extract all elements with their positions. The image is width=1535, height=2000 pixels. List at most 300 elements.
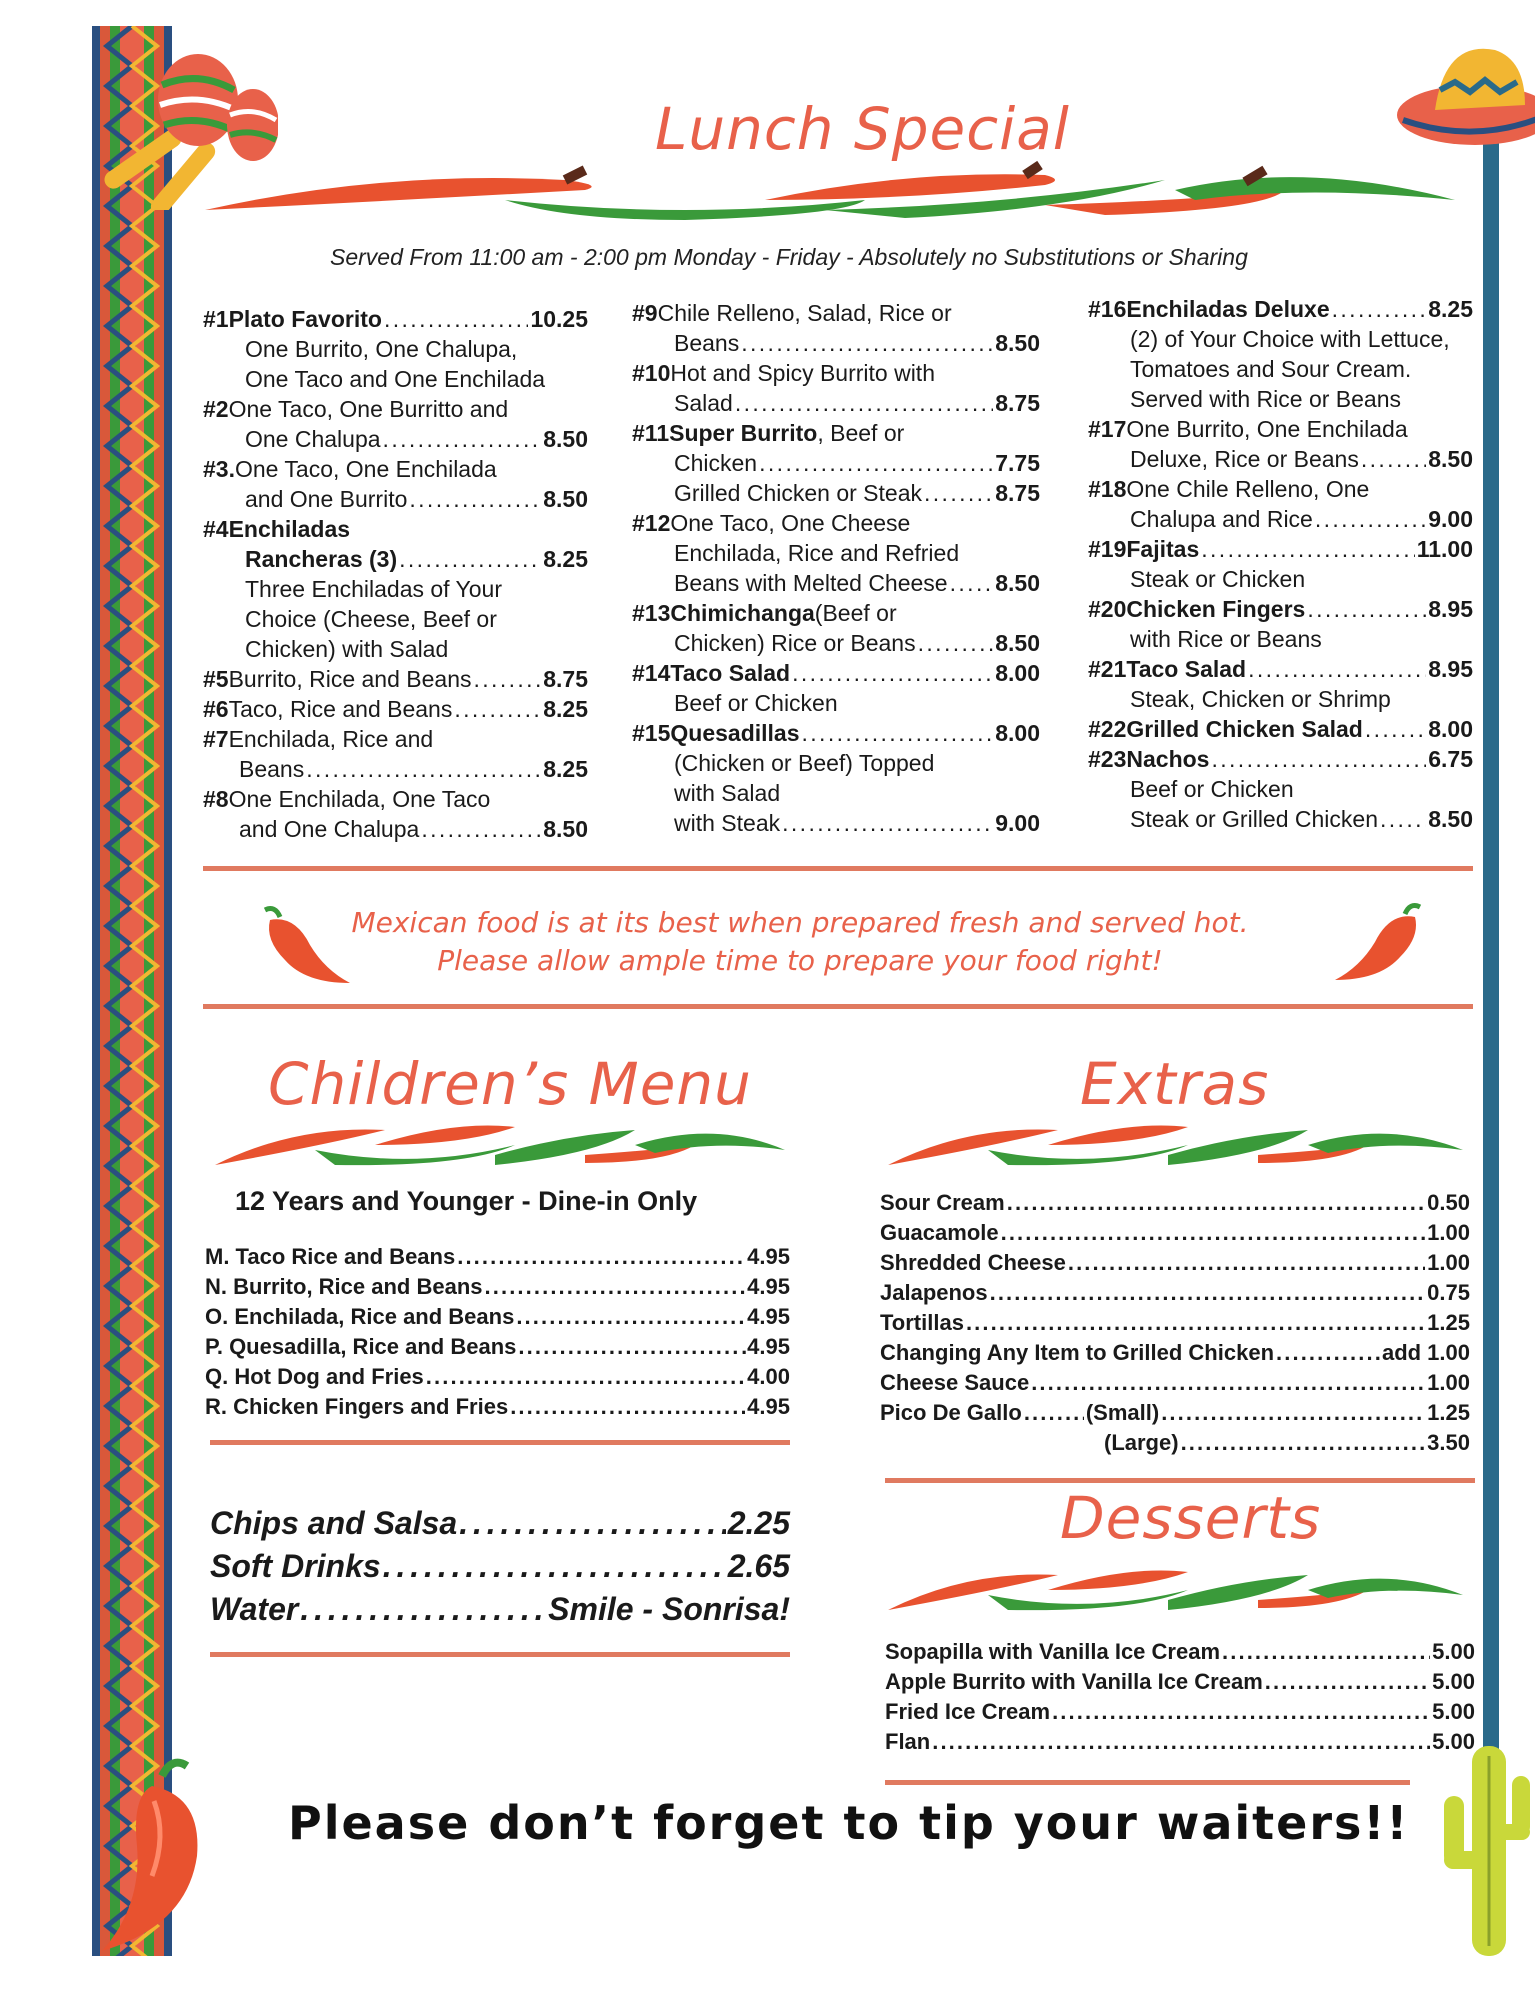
item-price: 4.95 [747, 1274, 790, 1299]
leader-dots [782, 808, 993, 838]
leader-dots [516, 1302, 745, 1332]
leader-dots [1365, 714, 1426, 744]
menu-item-text: Three Enchiladas of Your [245, 576, 503, 602]
menu-item-line [203, 454, 588, 484]
menu-item-text: , Beef or [817, 420, 905, 446]
leader-dots [1222, 1637, 1430, 1667]
item-name: Soft Drinks [210, 1548, 381, 1584]
menu-item-price: 8.00 [995, 660, 1040, 686]
leader-dots [510, 1392, 745, 1422]
pepper-garland [215, 1115, 785, 1175]
menu-item-text: Super Burrito [669, 420, 818, 446]
children-item [205, 1332, 790, 1362]
menu-item-text: Tomatoes and Sour Cream. [1130, 356, 1412, 382]
drinks-item [210, 1588, 790, 1631]
extras-item [880, 1248, 1470, 1278]
menu-item-line [1088, 324, 1473, 354]
divider [885, 1780, 1410, 1785]
menu-item-price: 9.00 [995, 810, 1040, 836]
menu-item-text: One Enchilada, One Taco [228, 786, 491, 812]
item-name: M. Taco Rice and Beans [205, 1244, 456, 1269]
leader-dots [457, 1242, 745, 1272]
leader-dots [924, 478, 993, 508]
menu-item-price: 8.25 [1428, 296, 1473, 322]
menu-item-line [203, 664, 588, 694]
leader-dots [1068, 1248, 1425, 1278]
menu-item-price: 8.50 [543, 486, 588, 512]
leader-dots [1211, 744, 1426, 774]
menu-item-line [632, 508, 1040, 538]
menu-item-text: #14 [632, 660, 671, 686]
menu-item-text: Grilled Chicken or Steak [674, 480, 922, 506]
leader-dots [485, 1272, 746, 1302]
menu-item-line [203, 724, 588, 754]
menu-item-text: Steak or Chicken [1130, 566, 1306, 592]
menu-item-text: One Chalupa [245, 426, 381, 452]
leader-dots [384, 304, 528, 334]
extras-item [880, 1398, 1470, 1428]
leader-dots [383, 424, 542, 454]
menu-item-text: #11 [632, 420, 670, 446]
extras-title: Extras [1080, 1050, 1270, 1118]
menu-item-line [1088, 774, 1473, 804]
menu-item-text: #16 [1088, 296, 1127, 322]
menu-item-line [632, 808, 1040, 838]
menu-item-text: #6 [203, 696, 229, 722]
menu-item-line [1088, 744, 1473, 774]
drinks-item [210, 1502, 790, 1545]
menu-item-text: Plato Favorito [228, 306, 382, 332]
menu-item-line [632, 718, 1040, 748]
menu-item-line [203, 784, 588, 814]
menu-item-text: Chicken [674, 450, 758, 476]
item-name: Apple Burrito with Vanilla Ice Cream [885, 1669, 1263, 1694]
item-price: add 1.00 [1381, 1340, 1470, 1365]
item-price: 2.25 [727, 1505, 790, 1541]
extras-item [880, 1188, 1470, 1218]
menu-item-text: Chalupa and Rice [1130, 506, 1313, 532]
menu-item-price: 8.50 [995, 630, 1040, 656]
menu-item-price: 7.75 [995, 450, 1040, 476]
leader-dots [1307, 594, 1426, 624]
divider [885, 1478, 1475, 1483]
menu-item-text: and One Chalupa [239, 816, 420, 842]
item-price: 5.00 [1432, 1699, 1475, 1724]
menu-item-line [632, 328, 1040, 358]
chili-pepper-icon [1330, 902, 1430, 982]
leader-dots [792, 658, 993, 688]
banner-line-1: Mexican food is at its best when prepared fresh and served hot. [351, 906, 1249, 939]
menu-item-price: 8.95 [1428, 596, 1473, 622]
item-price: 4.00 [747, 1364, 790, 1389]
menu-item-line [632, 388, 1040, 418]
item-price: 1.25 [1427, 1400, 1470, 1425]
menu-item-text: One Taco, One Burritto and [228, 396, 509, 422]
leader-dots [1276, 1338, 1380, 1368]
menu-item-text: Taco Salad [670, 660, 791, 686]
menu-item-text: and One Burrito [245, 486, 408, 512]
menu-item-text: Enchilada, Rice and Refried [674, 540, 960, 566]
leader-dots [802, 718, 994, 748]
extras-item [880, 1338, 1470, 1368]
menu-item-text: Steak or Grilled Chicken [1130, 806, 1378, 832]
menu-item-text: Beef or Chicken [1130, 776, 1294, 802]
menu-item-text: #23 [1088, 746, 1127, 772]
menu-item-text: (Beef or [814, 600, 897, 626]
menu-item-text: Fajitas [1126, 536, 1200, 562]
menu-item-text: Deluxe, Rice or Beans [1130, 446, 1359, 472]
item-price: 4.95 [747, 1304, 790, 1329]
menu-item-line [632, 778, 1040, 808]
menu-item-line [1088, 714, 1473, 744]
leader-dots [1380, 804, 1426, 834]
item-price: Smile - Sonrisa! [548, 1591, 790, 1627]
menu-item-price: 8.50 [995, 330, 1040, 356]
children-item [205, 1272, 790, 1302]
menu-item-text: Taco Salad [1126, 656, 1247, 682]
lunch-column-2 [632, 298, 1040, 838]
menu-item-line [632, 568, 1040, 598]
item-price: 1.00 [1427, 1220, 1470, 1245]
menu-item-line [1088, 564, 1473, 594]
menu-item-text: Rancheras (3) [245, 546, 398, 572]
children-item [205, 1302, 790, 1332]
childrens-menu-list [205, 1242, 790, 1422]
leader-dots [1315, 504, 1426, 534]
drinks-item [210, 1545, 790, 1588]
children-item [205, 1242, 790, 1272]
menu-item-line [1088, 804, 1473, 834]
item-name: Flan [885, 1729, 931, 1754]
menu-item-line [632, 658, 1040, 688]
item-price: 4.95 [747, 1394, 790, 1419]
menu-item-text: Taco, Rice and Beans [228, 696, 453, 722]
leader-dots [1201, 534, 1414, 564]
menu-item-text: #13 [632, 600, 671, 626]
menu-item-text: Enchilada, Rice and [228, 726, 434, 752]
pepper-garland [888, 1115, 1463, 1175]
menu-item-text: Chimichanga [670, 600, 815, 626]
menu-item-line [1088, 444, 1473, 474]
item-name: Fried Ice Cream [885, 1699, 1051, 1724]
menu-item-price: 8.50 [995, 570, 1040, 596]
item-name: Changing Any Item to Grilled Chicken [880, 1340, 1275, 1365]
menu-item-price: 11.00 [1416, 536, 1473, 562]
lunch-column-1 [203, 304, 588, 844]
leader-dots [383, 1545, 726, 1588]
menu-item-line [1088, 534, 1473, 564]
item-name: N. Burrito, Rice and Beans [205, 1274, 483, 1299]
leader-dots [918, 628, 994, 658]
desserts-item [885, 1727, 1475, 1757]
drinks-list [210, 1502, 790, 1631]
menu-item-line [203, 424, 588, 454]
menu-item-text: Burrito, Rice and Beans [228, 666, 472, 692]
menu-item-text: Chicken) with Salad [245, 636, 449, 662]
item-price: 1.00 [1427, 1370, 1470, 1395]
menu-item-price: 8.95 [1428, 656, 1473, 682]
leader-dots [421, 814, 541, 844]
item-price: 0.50 [1427, 1190, 1470, 1215]
children-item [205, 1392, 790, 1422]
menu-item-text: Nachos [1126, 746, 1210, 772]
pepper-garland [205, 160, 1465, 230]
childrens-menu-title: Children’s Menu [268, 1050, 752, 1118]
menu-item-text: with Steak [674, 810, 781, 836]
extras-item [880, 1368, 1470, 1398]
menu-item-text: Choice (Cheese, Beef or [245, 606, 497, 632]
menu-item-text: #3. [203, 456, 235, 482]
item-size: (Small) [1085, 1400, 1160, 1425]
item-name: Shredded Cheese [880, 1250, 1066, 1275]
leader-dots [409, 484, 541, 514]
menu-item-line [203, 484, 588, 514]
item-name: Sour Cream [880, 1190, 1005, 1215]
menu-item-text: #12 [632, 510, 671, 536]
lunch-hours-note: Served From 11:00 am - 2:00 pm Monday - Friday - Absolutely no Substitutions or Sharing [330, 244, 1248, 270]
leader-dots [1001, 1218, 1426, 1248]
menu-item-line [203, 394, 588, 424]
childrens-age-note: 12 Years and Younger - Dine-in Only [235, 1186, 698, 1216]
menu-item-price: 9.00 [1428, 506, 1473, 532]
item-price: 5.00 [1432, 1639, 1475, 1664]
menu-item-price: 8.75 [995, 480, 1040, 506]
menu-item-line [632, 298, 1040, 328]
item-name: P. Quesadilla, Rice and Beans [205, 1334, 517, 1359]
leader-dots [426, 1362, 745, 1392]
decorative-left-border [92, 26, 172, 1956]
item-price: 1.25 [1427, 1310, 1470, 1335]
menu-item-text: Beans [674, 330, 740, 356]
extras-item [880, 1308, 1470, 1338]
menu-item-text: #7 [203, 726, 229, 752]
menu-item-text: #21 [1088, 656, 1127, 682]
menu-item-text: Beans with Melted Cheese [674, 570, 948, 596]
tip-reminder: Please don’t forget to tip your waiters!! [288, 1796, 1410, 1850]
leader-dots [1181, 1428, 1426, 1458]
item-price: 3.50 [1427, 1430, 1470, 1455]
desserts-item [885, 1667, 1475, 1697]
menu-item-line [203, 544, 588, 574]
item-name: Q. Hot Dog and Fries [205, 1364, 424, 1389]
menu-item-line [632, 688, 1040, 718]
item-size: (Large) [1104, 1430, 1179, 1455]
leader-dots [741, 328, 993, 358]
menu-item-price: 8.00 [995, 720, 1040, 746]
menu-item-line [632, 628, 1040, 658]
item-price: 2.65 [727, 1548, 790, 1584]
menu-item-line [632, 748, 1040, 778]
menu-item-text: Enchiladas Deluxe [1126, 296, 1330, 322]
item-name: Cheese Sauce [880, 1370, 1030, 1395]
menu-item-text: One Burrito, One Enchilada [1126, 416, 1408, 442]
freshness-banner [300, 904, 1300, 980]
menu-item-price: 8.75 [543, 666, 588, 692]
menu-item-line [1088, 594, 1473, 624]
divider [210, 1440, 790, 1445]
menu-item-text: (2) of Your Choice with Lettuce, [1130, 326, 1450, 352]
menu-item-text: Chicken) Rice or Beans [674, 630, 916, 656]
menu-item-text: Hot and Spicy Burrito with [670, 360, 935, 386]
leader-dots [1007, 1188, 1425, 1218]
item-name: Guacamole [880, 1220, 999, 1245]
divider [210, 1652, 790, 1657]
children-item [205, 1362, 790, 1392]
item-price: 4.95 [747, 1244, 790, 1269]
leader-dots [1031, 1368, 1425, 1398]
menu-item-text: (Chicken or Beef) Topped [674, 750, 935, 776]
menu-item-line [632, 358, 1040, 388]
desserts-list [885, 1637, 1475, 1757]
menu-item-line [632, 448, 1040, 478]
extras-list [880, 1188, 1470, 1458]
menu-item-text: #22 [1088, 716, 1127, 742]
leader-dots [454, 694, 541, 724]
menu-item-price: 8.25 [543, 546, 588, 572]
menu-item-text: #1 [203, 306, 229, 332]
item-price: .4.95 [741, 1334, 790, 1359]
menu-item-line [203, 304, 588, 334]
item-name: R. Chicken Fingers and Fries [205, 1394, 509, 1419]
item-price: 0.75 [1427, 1280, 1470, 1305]
lunch-special-title: Lunch Special [655, 95, 1070, 163]
menu-item-text: #19 [1088, 536, 1127, 562]
menu-item-price: 8.50 [1428, 446, 1473, 472]
leader-dots [459, 1502, 726, 1545]
pepper-garland [888, 1560, 1463, 1620]
leader-dots [1248, 654, 1426, 684]
menu-item-line [1088, 414, 1473, 444]
leader-dots [1024, 1398, 1084, 1428]
extras-item [880, 1278, 1470, 1308]
menu-item-price: 6.75 [1428, 746, 1473, 772]
leader-dots [399, 544, 541, 574]
leader-dots [1052, 1697, 1430, 1727]
lunch-column-3 [1088, 294, 1473, 834]
item-price: 1.00 [1427, 1250, 1470, 1275]
menu-item-price: 8.50 [1428, 806, 1473, 832]
menu-item-text: Served with Rice or Beans [1130, 386, 1402, 412]
menu-item-text: #20 [1088, 596, 1127, 622]
menu-item-line [1088, 684, 1473, 714]
menu-item-text: Beef or Chicken [674, 690, 838, 716]
menu-item-price: 10.25 [530, 306, 588, 332]
menu-item-price: 8.00 [1428, 716, 1473, 742]
menu-item-text: Enchiladas [228, 516, 351, 542]
menu-item-text: Chile Relleno, Salad, Rice or [657, 300, 952, 326]
leader-dots [990, 1278, 1426, 1308]
leader-dots [966, 1308, 1425, 1338]
menu-item-line [203, 754, 588, 784]
menu-item-text: One Taco, One Enchilada [234, 456, 497, 482]
menu-item-price: 8.25 [543, 756, 588, 782]
menu-item-text: #9 [632, 300, 658, 326]
item-name: Water [210, 1591, 299, 1627]
item-name: Sopapilla with Vanilla Ice Cream [885, 1639, 1221, 1664]
menu-item-text: Steak, Chicken or Shrimp [1130, 686, 1391, 712]
menu-item-text: Beans [239, 756, 305, 782]
leader-dots [1161, 1398, 1425, 1428]
menu-item-line [632, 598, 1040, 628]
menu-item-text: One Taco, One Cheese [670, 510, 911, 536]
leader-dots [518, 1332, 739, 1362]
menu-item-line [203, 694, 588, 724]
divider [203, 1004, 1473, 1009]
menu-item-line [632, 538, 1040, 568]
menu-item-line [1088, 384, 1473, 414]
menu-item-text: #10 [632, 360, 671, 386]
menu-item-text: One Chile Relleno, One [1126, 476, 1370, 502]
menu-item-line [1088, 624, 1473, 654]
leader-dots [1265, 1667, 1430, 1697]
desserts-title: Desserts [1060, 1484, 1322, 1552]
leader-dots [306, 754, 541, 784]
item-name: Jalapenos [880, 1280, 988, 1305]
banner-line-2: Please allow ample time to prepare your food right! [437, 944, 1163, 977]
menu-item-text: #18 [1088, 476, 1127, 502]
leader-dots [932, 1727, 1430, 1757]
menu-item-text: #4 [203, 516, 229, 542]
menu-item-line [203, 814, 588, 844]
leader-dots [1332, 294, 1427, 324]
menu-item-text: Grilled Chicken Salad [1126, 716, 1363, 742]
item-price: 5.00 [1432, 1729, 1475, 1754]
menu-item-line [1088, 504, 1473, 534]
leader-dots [735, 388, 993, 418]
item-price: 5.00 [1432, 1669, 1475, 1694]
extras-item [880, 1428, 1470, 1458]
menu-item-line [203, 334, 588, 364]
menu-item-text: with Salad [674, 780, 781, 806]
decorative-right-border [1483, 60, 1499, 1950]
divider [203, 866, 1473, 871]
desserts-item [885, 1697, 1475, 1727]
menu-item-text: One Burrito, One Chalupa, [245, 336, 518, 362]
menu-item-line [632, 478, 1040, 508]
menu-item-price: 8.75 [995, 390, 1040, 416]
menu-item-text: with Rice or Beans [1130, 626, 1322, 652]
menu-item-text: Quesadillas [670, 720, 800, 746]
menu-item-line [203, 574, 588, 604]
menu-item-line [203, 364, 588, 394]
item-name: O. Enchilada, Rice and Beans [205, 1304, 515, 1329]
menu-item-text: #5 [203, 666, 229, 692]
menu-item-line [203, 634, 588, 664]
menu-item-text: One Taco and One Enchilada [245, 366, 546, 392]
extras-item [880, 1218, 1470, 1248]
menu-item-price: 8.50 [543, 426, 588, 452]
menu-item-text: #8 [203, 786, 229, 812]
menu-item-price: 8.50 [543, 816, 588, 842]
menu-item-text: Salad [674, 390, 733, 416]
menu-item-line [203, 604, 588, 634]
desserts-item [885, 1637, 1475, 1667]
leader-dots [759, 448, 993, 478]
menu-item-text: Chicken Fingers [1126, 596, 1306, 622]
menu-item-price: 8.25 [543, 696, 588, 722]
leader-dots [474, 664, 542, 694]
menu-item-line [1088, 654, 1473, 684]
item-name [880, 1428, 1104, 1458]
menu-item-line [1088, 474, 1473, 504]
leader-dots [300, 1588, 546, 1631]
leader-dots [1361, 444, 1426, 474]
menu-item-text: #17 [1088, 416, 1127, 442]
chili-pepper-icon [92, 1756, 222, 1956]
menu-item-text: #2 [203, 396, 229, 422]
item-name: Pico De Gallo [880, 1400, 1022, 1425]
menu-item-line [203, 514, 588, 544]
